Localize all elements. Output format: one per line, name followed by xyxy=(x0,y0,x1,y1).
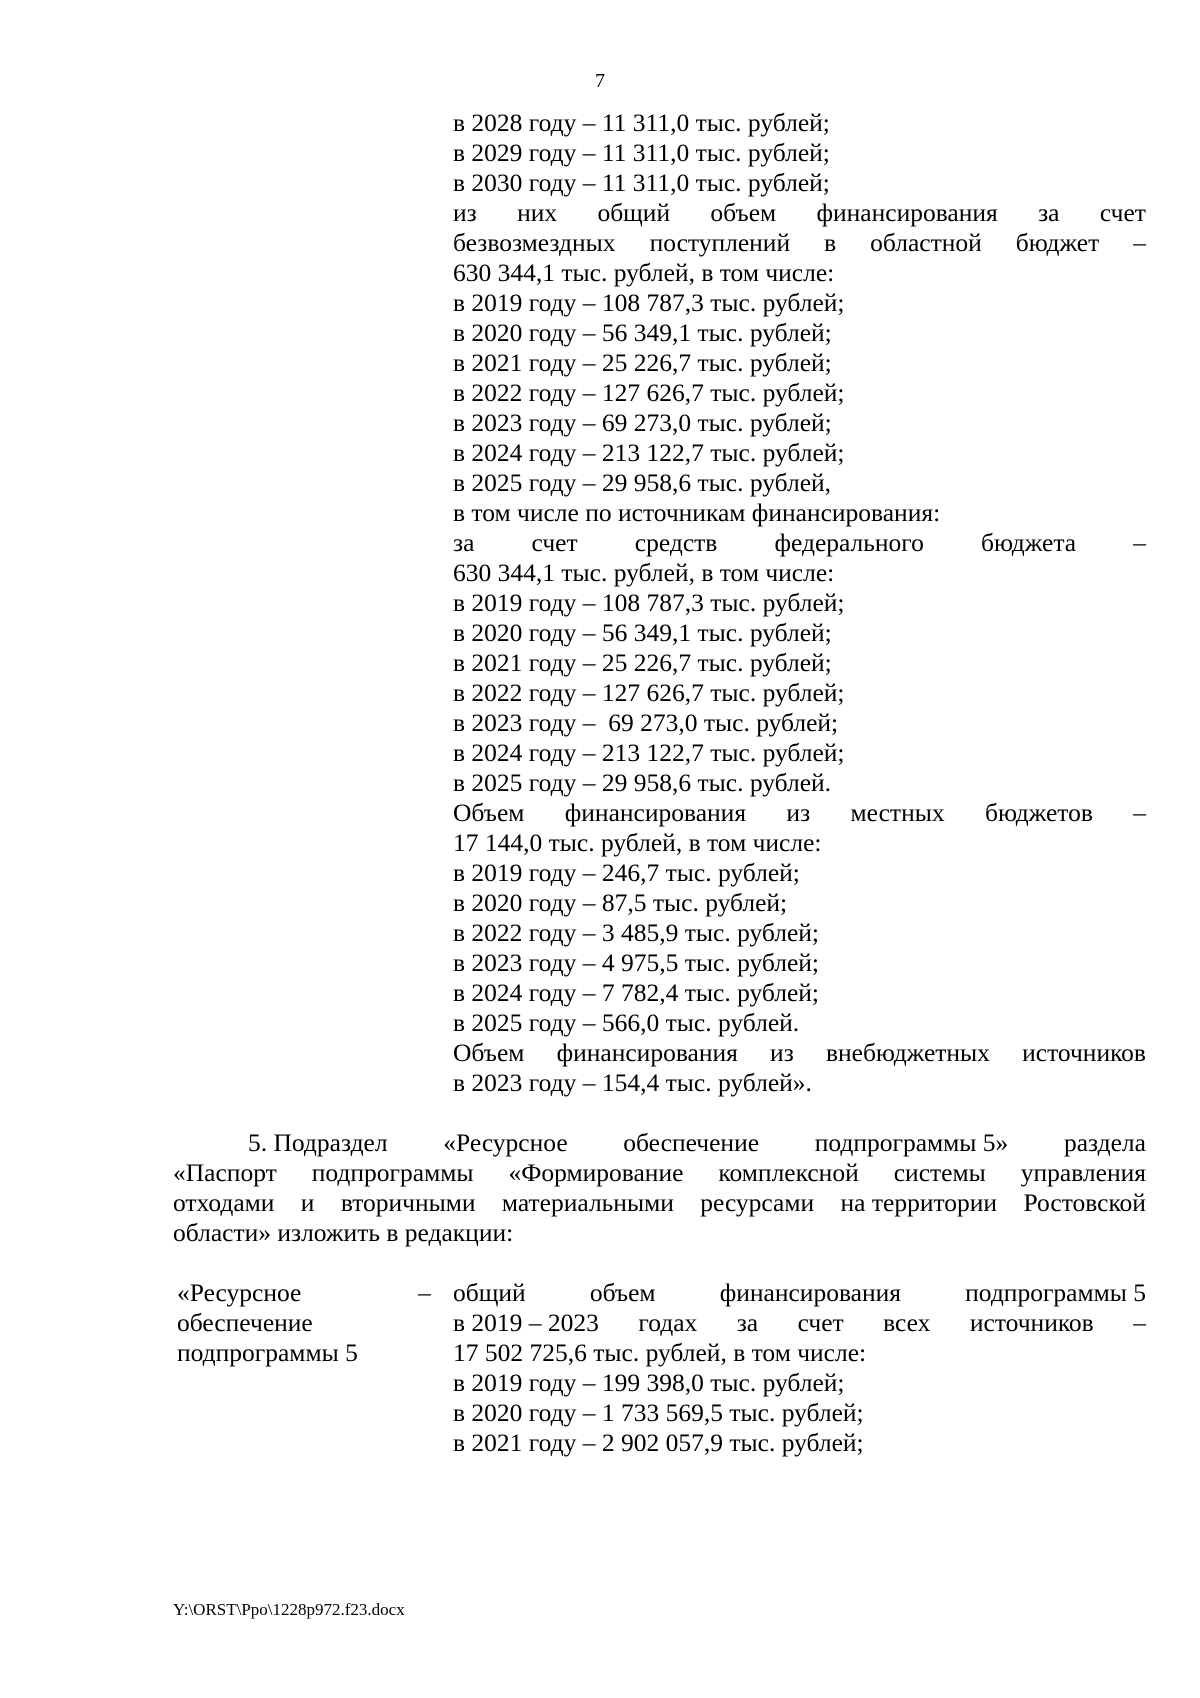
word: «Формирование xyxy=(508,1158,684,1187)
word: из xyxy=(770,1038,794,1067)
passport-label: подпрограммы 5 xyxy=(177,1338,358,1367)
text-line: 17 502 725,6 тыс. рублей, в том числе: xyxy=(453,1338,867,1367)
text-line: в 2019 году – 199 398,0 тыс. рублей; xyxy=(453,1368,845,1397)
word: счет xyxy=(797,1308,844,1337)
section-5-line: области» изложить в редакции: xyxy=(173,1218,514,1247)
word: общий xyxy=(453,1278,526,1307)
word: поступлений xyxy=(649,228,791,257)
passport-label: «Ресурсное xyxy=(177,1278,302,1307)
text-line: в 2020 году – 56 349,1 тыс. рублей; xyxy=(453,318,832,347)
section-5-line xyxy=(173,1188,1146,1218)
word: объем xyxy=(589,1278,656,1307)
page-number: 7 xyxy=(595,70,605,92)
text-line: в 2021 году – 25 226,7 тыс. рублей; xyxy=(453,348,832,377)
text-line: в 2025 году – 29 958,6 тыс. рублей, xyxy=(453,468,832,497)
word: внебюджетных xyxy=(825,1038,990,1067)
word: финансирования xyxy=(719,1278,901,1307)
text-line: в 2020 году – 56 349,1 тыс. рублей; xyxy=(453,618,832,647)
text-line: в 2023 году – 4 975,5 тыс. рублей; xyxy=(453,948,820,977)
passport-dash: – xyxy=(418,1278,431,1307)
text-line: 630 344,1 тыс. рублей, в том числе: xyxy=(453,258,835,287)
word: «Ресурсное xyxy=(443,1128,568,1157)
word: бюджет xyxy=(1015,228,1100,257)
justified-line xyxy=(453,798,1146,828)
word: раздела xyxy=(1063,1128,1146,1157)
word: 5. Подраздел xyxy=(248,1128,388,1157)
text-line: в 2020 году – 1 733 569,5 тыс. рублей; xyxy=(453,1398,864,1427)
word: – xyxy=(1133,528,1146,557)
footer-file-path: Y:\ORST\Ppo\1228p972.f23.docx xyxy=(173,1600,405,1619)
justified-line xyxy=(453,1278,1146,1308)
word: местных xyxy=(850,798,945,827)
word: средств xyxy=(634,528,718,557)
text-line: в 2029 году – 11 311,0 тыс. рублей; xyxy=(453,138,830,167)
word: на территории xyxy=(840,1188,998,1217)
text-line: в том числе по источникам финансирования: xyxy=(453,498,941,527)
word: всех xyxy=(883,1308,931,1337)
text-line: в 2020 году – 87,5 тыс. рублей; xyxy=(453,888,788,917)
text-line: в 2021 году – 2 902 057,9 тыс. рублей; xyxy=(453,1428,864,1457)
word: федерального xyxy=(774,528,924,557)
text-line: в 2025 году – 29 958,6 тыс. рублей. xyxy=(453,768,832,797)
word: Объем xyxy=(453,1038,525,1067)
text-line: в 2019 году – 108 787,3 тыс. рублей; xyxy=(453,588,845,617)
word: комплексной xyxy=(718,1158,859,1187)
text-line: в 2019 году – 246,7 тыс. рублей; xyxy=(453,858,800,887)
word: обеспечение xyxy=(623,1128,760,1157)
justified-line xyxy=(453,228,1146,258)
word: источников xyxy=(1022,1038,1146,1067)
justified-line xyxy=(453,528,1146,558)
passport-label: обеспечение xyxy=(177,1308,313,1337)
text-line: 17 144,0 тыс. рублей, в том числе: xyxy=(453,828,822,857)
word: – xyxy=(1133,228,1146,257)
word: бюджетов xyxy=(984,798,1093,827)
text-line: в 2028 году – 11 311,0 тыс. рублей; xyxy=(453,108,830,137)
word: за xyxy=(1038,198,1060,227)
text-line: в 2019 году – 108 787,3 тыс. рублей; xyxy=(453,288,845,317)
word: бюджета xyxy=(981,528,1077,557)
word: источников xyxy=(969,1308,1094,1337)
text-line: в 2024 году – 213 122,7 тыс. рублей; xyxy=(453,738,845,767)
word: счет xyxy=(1099,198,1146,227)
word: общий xyxy=(597,198,671,227)
word: финансирования xyxy=(556,1038,738,1067)
text-line: в 2023 году – 69 273,0 тыс. рублей; xyxy=(453,708,839,737)
word: Объем xyxy=(453,798,525,827)
word: подпрограммы 5 xyxy=(965,1278,1146,1307)
section-5-first-line xyxy=(248,1128,1146,1158)
word: безвозмездных xyxy=(453,228,616,257)
justified-line xyxy=(453,1038,1146,1068)
text-line: в 2024 году – 213 122,7 тыс. рублей; xyxy=(453,438,845,467)
text-line: в 2023 году – 154,4 тыс. рублей». xyxy=(453,1068,812,1097)
word: них xyxy=(517,198,558,227)
text-line: в 2022 году – 3 485,9 тыс. рублей; xyxy=(453,918,820,947)
text-line: в 2022 году – 127 626,7 тыс. рублей; xyxy=(453,678,845,707)
word: из xyxy=(786,798,811,827)
section-5-line xyxy=(173,1158,1146,1188)
word: объем xyxy=(710,198,777,227)
word: отходами xyxy=(173,1188,275,1217)
word: ресурсами xyxy=(700,1188,815,1217)
word: годах xyxy=(638,1308,698,1337)
word: подпрограммы xyxy=(311,1158,474,1187)
text-line: в 2021 году – 25 226,7 тыс. рублей; xyxy=(453,648,832,677)
word: подпрограммы 5» xyxy=(814,1128,1009,1157)
text-line: в 2024 году – 7 782,4 тыс. рублей; xyxy=(453,978,820,1007)
justified-line xyxy=(453,1308,1146,1338)
word: – xyxy=(1133,798,1146,827)
word: и xyxy=(300,1188,315,1217)
word: системы xyxy=(893,1158,986,1187)
word: за xyxy=(736,1308,759,1337)
text-line: 630 344,1 тыс. рублей, в том числе: xyxy=(453,558,835,587)
word: управления xyxy=(1020,1158,1146,1187)
word: в xyxy=(824,228,837,257)
word: вторичными xyxy=(340,1188,476,1217)
word: счет xyxy=(531,528,578,557)
word: материальными xyxy=(501,1188,674,1217)
text-line: в 2025 году – 566,0 тыс. рублей. xyxy=(453,1008,800,1037)
text-line: в 2023 году – 69 273,0 тыс. рублей; xyxy=(453,408,832,437)
word: финансирования xyxy=(564,798,747,827)
word: «Паспорт xyxy=(173,1158,277,1187)
word: областной xyxy=(870,228,982,257)
word: – xyxy=(1133,1308,1146,1337)
text-line: в 2022 году – 127 626,7 тыс. рублей; xyxy=(453,378,845,407)
word: финансирования xyxy=(816,198,998,227)
justified-line xyxy=(453,198,1146,228)
word: Ростовской xyxy=(1023,1188,1146,1217)
word: из xyxy=(453,198,477,227)
text-line: в 2030 году – 11 311,0 тыс. рублей; xyxy=(453,168,830,197)
word: за xyxy=(453,528,475,557)
word: в 2019 – 2023 xyxy=(453,1308,599,1337)
